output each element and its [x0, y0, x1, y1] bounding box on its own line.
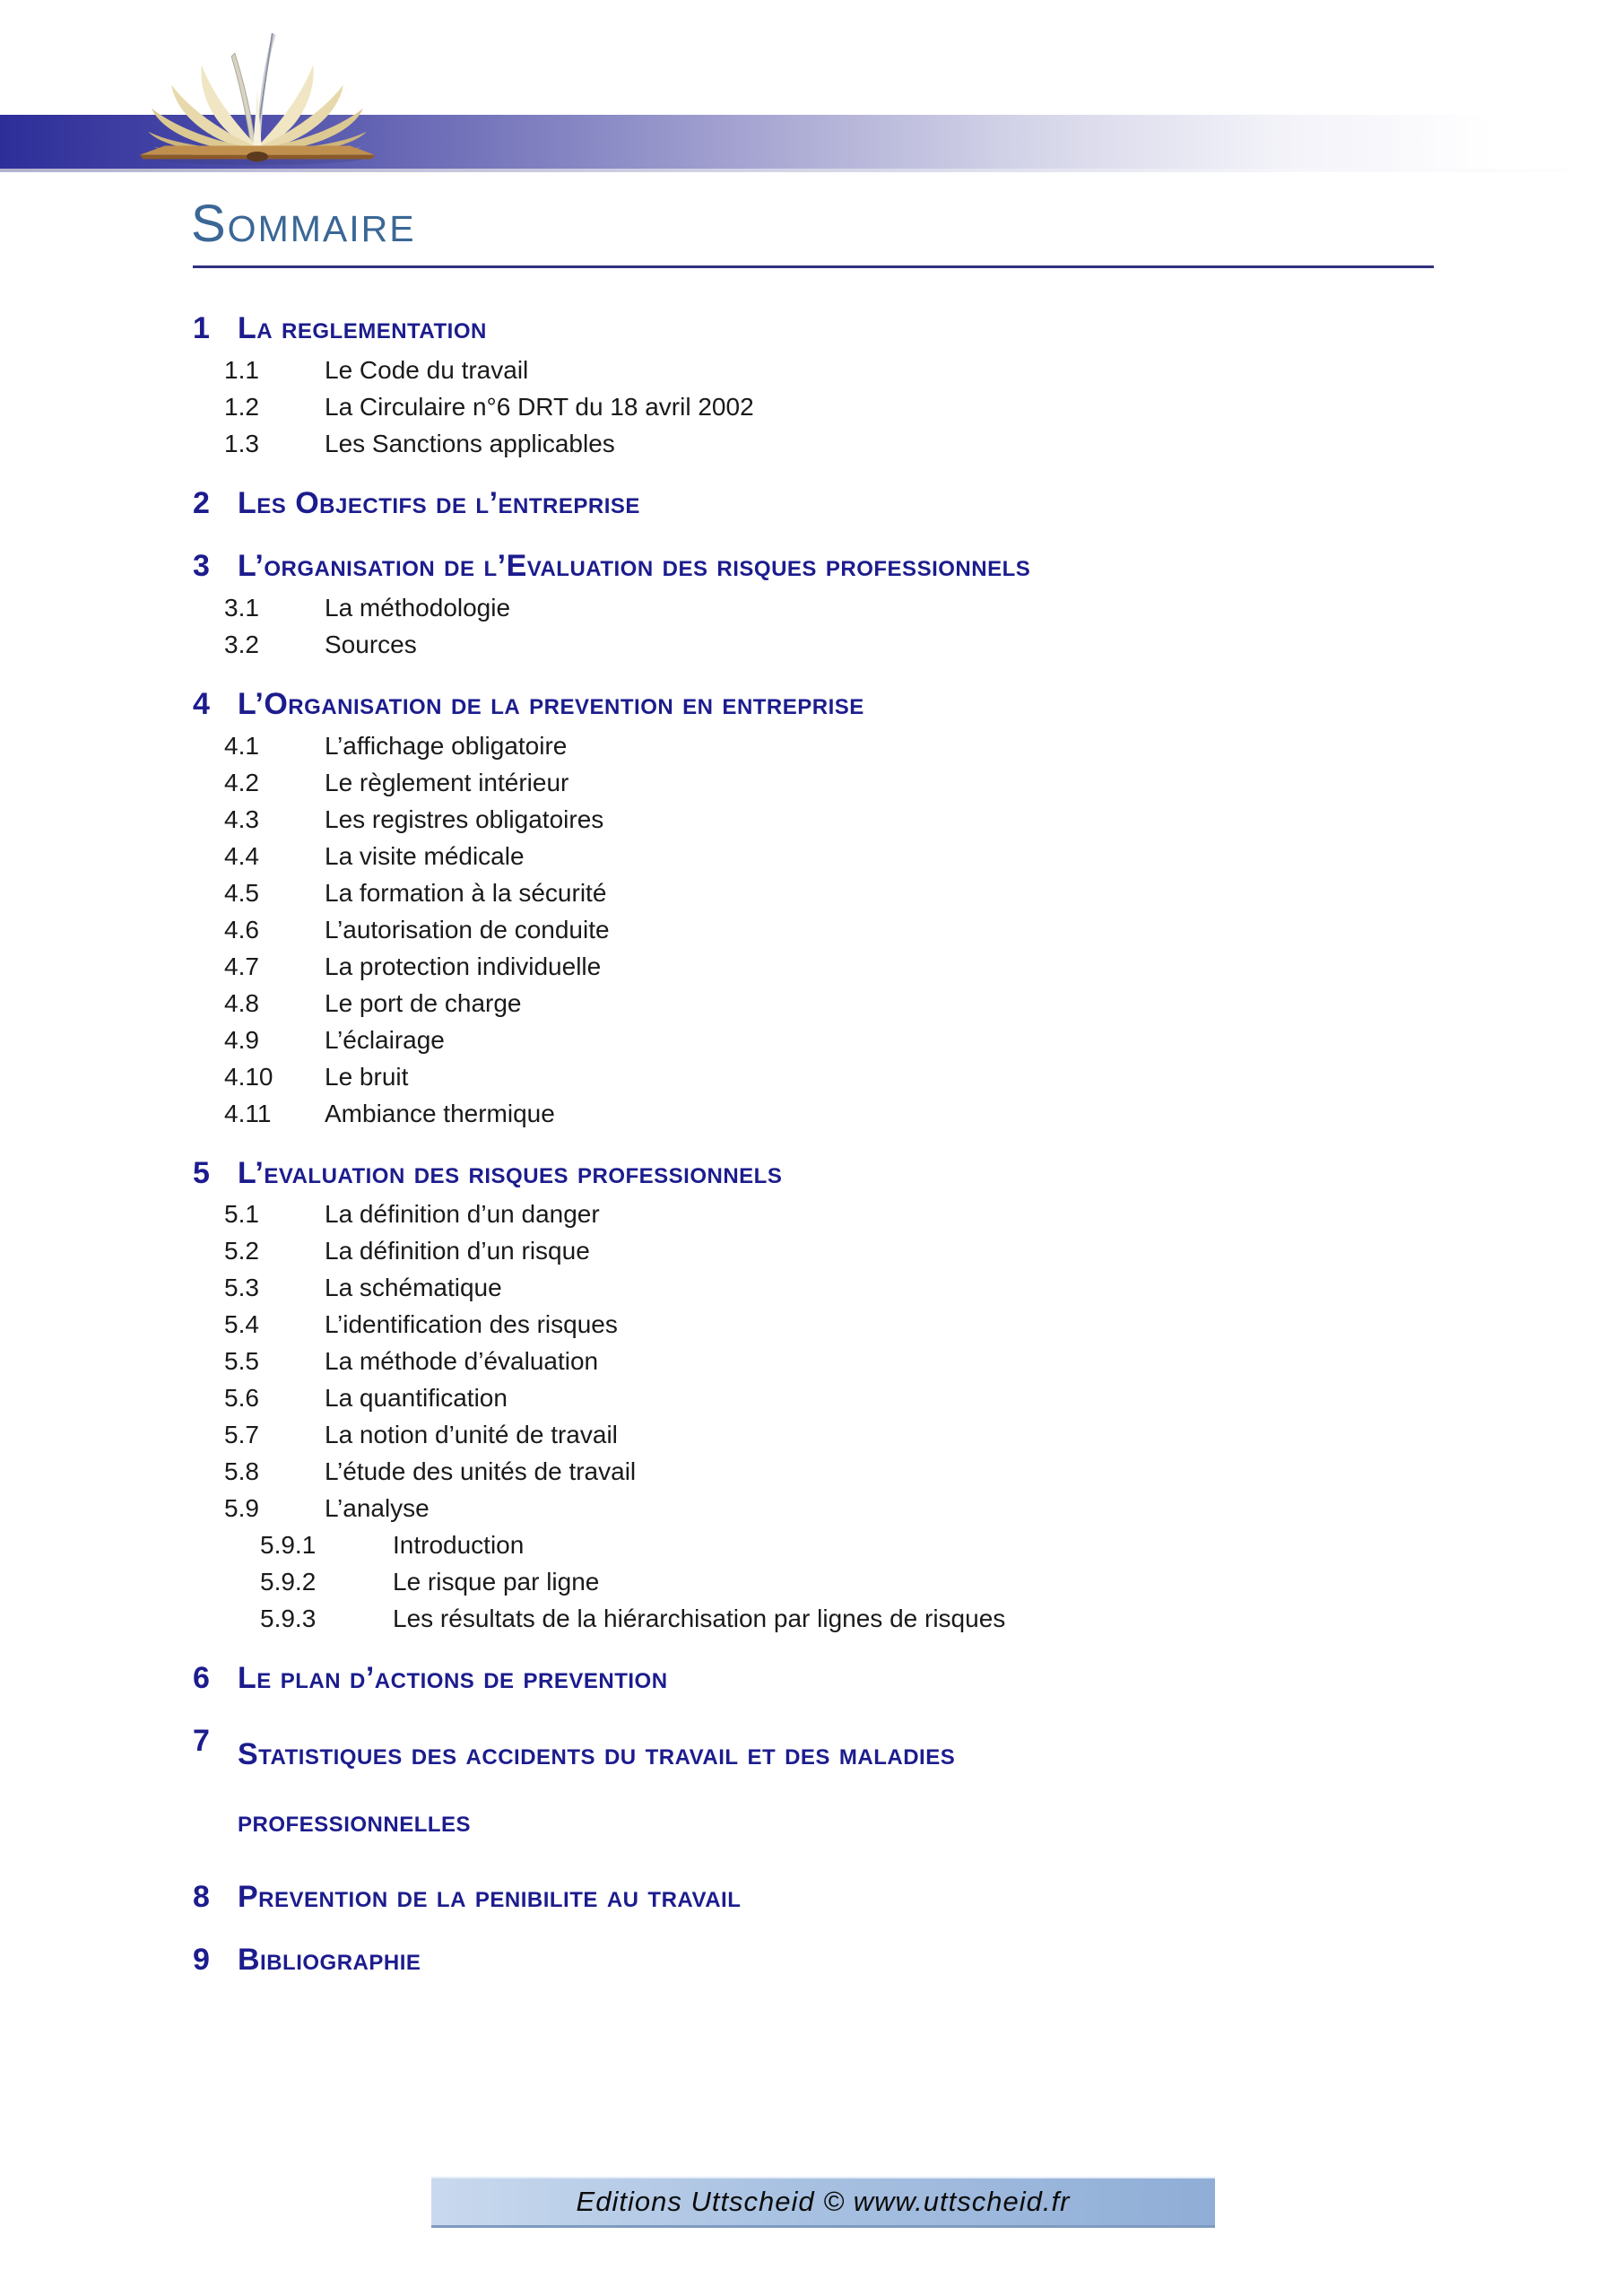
toc-item — [193, 1095, 1502, 1132]
item-number: 5.1 — [224, 1200, 259, 1229]
section-title: La reglementation — [238, 311, 487, 345]
section-title: Statistiques des accidents du travail et des maladies professionnelles — [238, 1737, 956, 1839]
section-number: 6 — [193, 1661, 210, 1696]
item-label: L’affichage obligatoire — [325, 731, 568, 760]
toc-item — [193, 589, 1502, 626]
footer-band — [431, 2177, 1215, 2228]
toc-item — [193, 1379, 1502, 1416]
toc — [193, 287, 1502, 1983]
item-number: 4.1 — [224, 731, 259, 760]
item-number: 1.1 — [224, 355, 259, 384]
item-number: 4.8 — [224, 988, 259, 1017]
item-label: L’identification des risques — [325, 1310, 618, 1339]
item-number: 5.9.3 — [260, 1605, 317, 1633]
toc-item — [193, 1196, 1502, 1232]
section-number: 9 — [193, 1942, 210, 1977]
item-number: 5.4 — [224, 1310, 259, 1339]
item-label: La quantification — [325, 1384, 508, 1413]
toc-item — [193, 1343, 1502, 1379]
item-label: Le Code du travail — [325, 355, 529, 384]
toc-section-heading — [193, 1658, 1502, 1700]
section-number: 7 — [193, 1724, 210, 1759]
item-label: Sources — [325, 630, 417, 658]
item-label: La notion d’unité de travail — [325, 1421, 618, 1449]
item-number: 4.5 — [224, 878, 259, 907]
toc-item — [193, 764, 1502, 801]
toc-item — [193, 1526, 1502, 1563]
item-label: La méthodologie — [325, 593, 511, 622]
item-number: 4.6 — [224, 915, 259, 944]
title-rule — [193, 265, 1434, 268]
section-number: 4 — [193, 686, 210, 721]
item-label: L’autorisation de conduite — [325, 915, 610, 944]
item-label: La schématique — [325, 1274, 502, 1302]
item-number: 3.2 — [224, 630, 259, 658]
item-label: La méthode d’évaluation — [325, 1347, 599, 1376]
section-title: Bibliographie — [238, 1942, 421, 1977]
toc-section-heading — [193, 1153, 1502, 1195]
toc-item — [193, 1416, 1502, 1453]
toc-item — [193, 1490, 1502, 1526]
toc-section-heading — [193, 1877, 1502, 1918]
item-number: 4.10 — [224, 1062, 273, 1091]
item-label: Le port de charge — [325, 988, 522, 1017]
section-title: L’Organisation de la prevention en entreprise — [238, 686, 864, 721]
item-label: L’analyse — [325, 1494, 430, 1523]
item-label: L’étude des unités de travail — [325, 1457, 637, 1486]
section-title: L’organisation de l’Evaluation des risques professionnels — [238, 548, 1031, 583]
item-number: 4.7 — [224, 952, 259, 980]
item-number: 1.3 — [224, 429, 259, 457]
item-label: Les registres obligatoires — [325, 804, 604, 833]
item-number: 5.7 — [224, 1421, 259, 1449]
toc-item — [193, 626, 1502, 663]
item-number: 4.2 — [224, 768, 259, 796]
item-label: Introduction — [393, 1531, 525, 1560]
section-number: 2 — [193, 485, 210, 520]
section-number: 8 — [193, 1879, 210, 1914]
item-label: Les résultats de la hiérarchisation par lignes de risques — [393, 1605, 1006, 1633]
item-number: 5.3 — [224, 1274, 259, 1302]
item-label: La définition d’un risque — [325, 1237, 590, 1265]
toc-item — [193, 388, 1502, 425]
item-label: La protection individuelle — [325, 952, 602, 980]
toc-item — [193, 985, 1502, 1022]
item-label: Le risque par ligne — [393, 1568, 600, 1596]
item-number: 5.6 — [224, 1384, 259, 1413]
item-number: 5.9.1 — [260, 1531, 317, 1560]
open-book-icon — [113, 22, 402, 176]
toc-item — [193, 1232, 1502, 1269]
section-title: Prevention de la penibilite au travail — [238, 1879, 742, 1914]
toc-item — [193, 727, 1502, 764]
item-number: 3.1 — [224, 593, 259, 622]
item-label: L’éclairage — [325, 1025, 445, 1054]
toc-item — [193, 425, 1502, 462]
toc-item — [193, 1306, 1502, 1343]
section-title: L’evaluation des risques professionnels — [238, 1155, 783, 1190]
item-number: 5.9 — [224, 1494, 259, 1523]
toc-item — [193, 801, 1502, 838]
toc-section-heading — [193, 1940, 1502, 1981]
toc-item — [193, 1022, 1502, 1058]
item-number: 4.9 — [224, 1025, 259, 1054]
item-number: 5.8 — [224, 1457, 259, 1486]
item-label: Le bruit — [325, 1062, 409, 1091]
section-title: Les Objectifs de l’entreprise — [238, 485, 640, 520]
toc-section-heading — [193, 684, 1502, 726]
section-title: Le plan d’actions de prevention — [238, 1661, 668, 1696]
toc-section-heading — [193, 546, 1502, 587]
item-label: La définition d’un danger — [325, 1200, 600, 1229]
page-title: Sommaire — [191, 195, 416, 253]
toc-section-heading — [193, 309, 1502, 350]
item-number: 5.9.2 — [260, 1568, 317, 1596]
item-number: 4.3 — [224, 804, 259, 833]
item-label: La Circulaire n°6 DRT du 18 avril 2002 — [325, 392, 754, 421]
item-label: Ambiance thermique — [325, 1099, 555, 1127]
toc-section-heading — [193, 483, 1502, 525]
item-number: 4.4 — [224, 841, 259, 870]
item-number: 5.5 — [224, 1347, 259, 1376]
toc-item — [193, 1563, 1502, 1600]
toc-item — [193, 911, 1502, 948]
toc-item — [193, 352, 1502, 388]
section-number: 1 — [193, 311, 210, 345]
item-number: 1.2 — [224, 392, 259, 421]
toc-item — [193, 1453, 1502, 1490]
toc-item — [193, 1269, 1502, 1306]
toc-item — [193, 1058, 1502, 1095]
section-number: 3 — [193, 548, 210, 583]
item-number: 5.2 — [224, 1237, 259, 1265]
toc-section-heading — [193, 1721, 1502, 1856]
toc-item — [193, 948, 1502, 985]
toc-item — [193, 1600, 1502, 1637]
item-label: La formation à la sécurité — [325, 878, 607, 907]
toc-item — [193, 874, 1502, 911]
item-label: La visite médicale — [325, 841, 525, 870]
section-number: 5 — [193, 1155, 210, 1190]
item-number: 4.11 — [224, 1099, 272, 1127]
footer-text: Editions Uttscheid © www.uttscheid.fr — [576, 2186, 1071, 2217]
toc-item — [193, 838, 1502, 874]
item-label: Les Sanctions applicables — [325, 429, 615, 457]
item-label: Le règlement intérieur — [325, 768, 569, 796]
